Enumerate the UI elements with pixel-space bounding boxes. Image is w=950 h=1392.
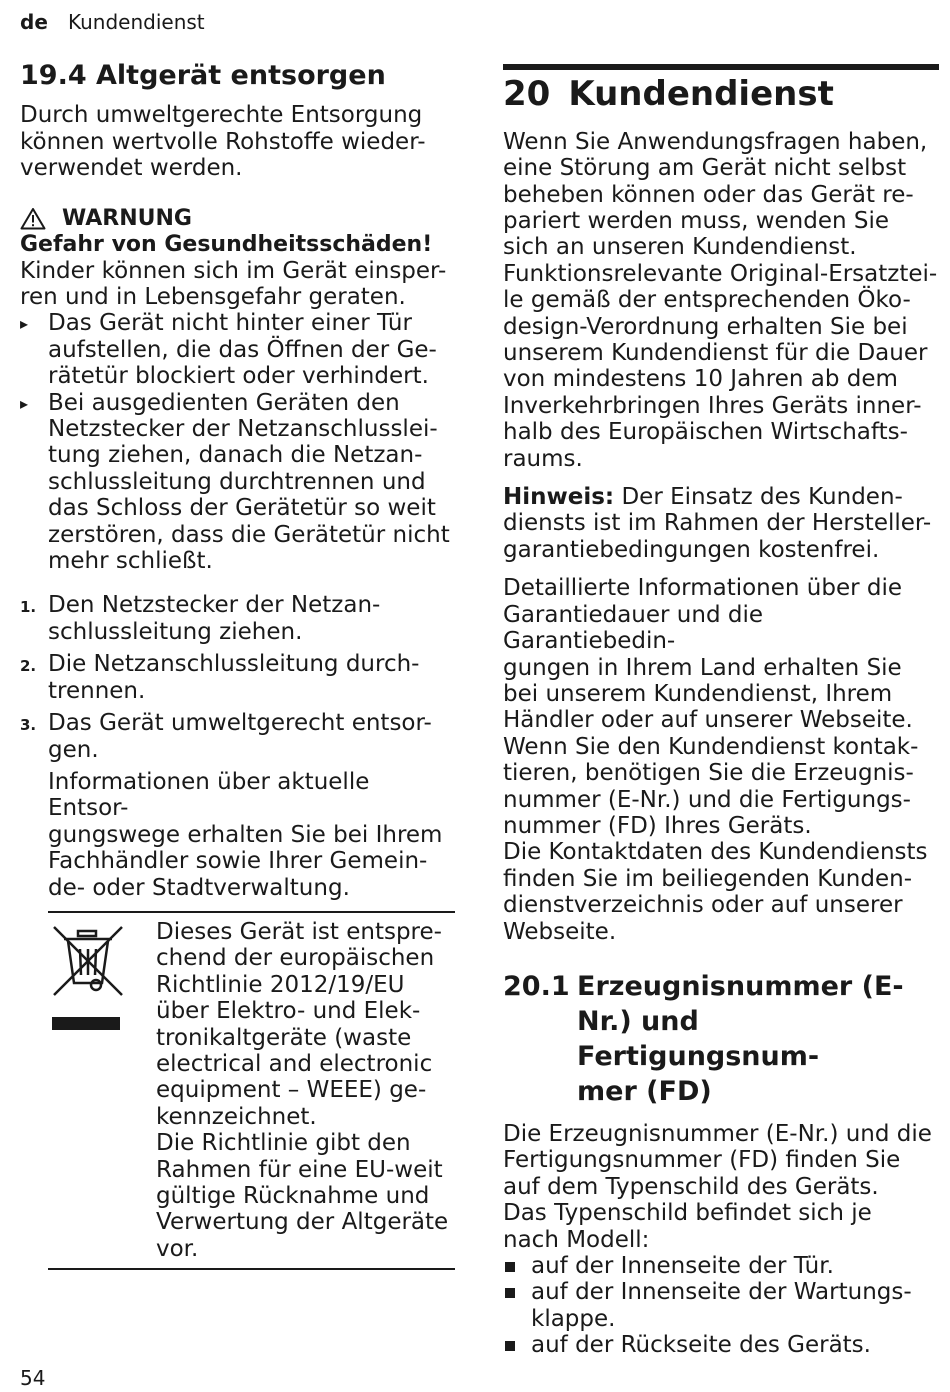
line: Der Einsatz des Kunden- [614,484,903,511]
line: tieren, benötigen Sie die Erzeugnis- [503,760,914,787]
left-column [20,60,455,1270]
warranty-paragraph [503,575,939,945]
line: mehr schließt. [48,548,213,575]
line: dienstverzeichnis oder auf unserer [503,892,903,919]
line: Nr.) und Fertigungsnum- [577,1005,820,1072]
location-item [503,1253,939,1279]
step-number: 3. [20,716,37,735]
step-item [20,710,455,763]
line: über Elektro- und Elek- [156,998,421,1025]
line: tronikaltgeräte (waste [156,1024,412,1051]
line: klappe. [531,1305,616,1332]
line: eine Störung am Gerät nicht selbst [503,155,907,182]
line: tung ziehen, danach die Netzan- [48,442,423,469]
line: Funktionsrelevante Original-Ersatztei- [503,260,938,287]
line: Rahmen für eine EU-weit [156,1156,443,1183]
line: auf der Innenseite der Tür. [531,1253,834,1280]
step-number: 2. [20,657,37,676]
line: Richtlinie 2012/19/EU [156,971,405,998]
warning-label: WARNUNG [62,205,192,231]
line: unserem Kundendienst für die Dauer [503,340,928,367]
warning-text-line: Kinder können sich im Gerät einsper- [20,257,447,284]
line: gungen in Ihrem Land erhalten Sie [503,654,902,681]
warning-header [20,206,455,232]
step-item [20,651,455,704]
line: schlussleitung durchtrennen und [48,468,426,495]
warning-title: Gefahr von Gesundheitsschäden! [20,231,433,257]
chapter-number: 20 [503,74,551,114]
line: Fertigungsnummer (FD) finden Sie [503,1147,901,1174]
note-label: Hinweis: [503,484,615,511]
section-title [577,969,939,1109]
line: Wenn Sie den Kundendienst kontak- [503,733,919,760]
line: mer (FD) [577,1075,712,1107]
line: Garantiedauer und die Garantiebedin- [503,601,763,655]
weee-box [48,911,455,1270]
location-item [503,1279,939,1332]
line: beheben können oder das Gerät re- [503,181,914,208]
line: auf dem Typenschild des Geräts. [503,1173,879,1200]
line: gen. [48,736,99,763]
disposal-info [20,769,455,901]
line: Detaillierte Informationen über die [503,575,903,602]
note-paragraph [503,484,939,563]
line: Wenn Sie Anwendungsfragen haben, [503,128,928,155]
line: finden Sie im beiliegenden Kunden- [503,865,913,892]
line: Das Gerät umweltgerecht entsor- [48,710,432,737]
line: auf der Rückseite des Geräts. [531,1332,871,1359]
line: schlussleitung ziehen. [48,618,303,645]
line: Die Erzeugnisnummer (E-Nr.) und die [503,1120,932,1147]
service-paragraph [503,129,939,472]
section-heading-19-4: 19.4 Altgerät entsorgen [20,60,386,91]
location-item [503,1332,939,1358]
intro-paragraph [20,102,455,181]
step-item [20,592,455,645]
warning-text-line: ren und in Lebensgefahr geraten. [20,284,406,311]
weee-text [156,919,455,1262]
line: diensts ist im Rahmen der Hersteller- [503,510,932,537]
right-column [503,64,939,1359]
line: zerstören, dass die Gerätetür nicht [48,521,450,548]
warning-text [20,258,455,311]
line: nummer (E-Nr.) und die Fertigungs- [503,786,911,813]
line: von mindestens 10 Jahren ab dem [503,366,898,393]
line: Netzstecker der Netzanschlusslei- [48,416,438,443]
line: Webseite. [503,918,617,945]
intro-line: Durch umweltgerechte Entsorgung [20,102,423,129]
line: Fachhändler sowie Ihrer Gemein- [48,848,428,875]
line: le gemäß der entsprechenden Öko- [503,287,911,314]
line: Händler oder auf unserer Webseite. [503,707,913,734]
page-number: 54 [20,1366,46,1390]
line: de- oder Stadtverwaltung. [48,874,350,901]
step-number: 1. [20,598,37,617]
line: Die Kontaktdaten des Kundendiensts [503,839,928,866]
line: Bei ausgedienten Geräten den [48,389,400,416]
line: halb des Europäischen Wirtschafts- [503,419,908,446]
line: aufstellen, die das Öffnen der Ge- [48,336,437,363]
line: sich an unseren Kundendienst. [503,234,857,261]
chapter-title: Kundendienst [568,74,834,114]
warning-instruction-item [20,310,455,389]
header-section-title: Kundendienst [68,10,205,34]
rating-plate-paragraph [503,1121,939,1253]
line: garantiebedingungen kostenfrei. [503,536,880,563]
line: Verwertung der Altgeräte [156,1209,449,1236]
section-heading-20-1 [503,969,939,1109]
language-code: de [20,10,48,34]
intro-line: können wertvolle Rohstoffe wieder- [20,128,426,155]
line: rätetür blockiert oder verhindert. [48,363,429,390]
chapter-heading [503,74,939,115]
line: nummer (FD) Ihres Geräts. [503,812,812,839]
line: gültige Rücknahme und [156,1183,430,1210]
weee-crossed-bin-icon [48,919,156,1262]
warning-instruction-item [20,390,455,575]
disposal-steps [20,592,455,762]
line: chend der europäischen [156,945,435,972]
line: nach Modell: [503,1226,650,1253]
line: equipment – WEEE) ge- [156,1077,427,1104]
line: auf der Innenseite der Wartungs- [531,1279,912,1306]
warning-instructions [20,310,455,574]
rating-plate-locations [503,1253,939,1359]
line: vor. [156,1235,199,1262]
section-number: 20.1 [503,970,570,1002]
line: raums. [503,445,583,472]
line: trennen. [48,677,146,704]
line: pariert werden muss, wenden Sie [503,208,890,235]
line: kennzeichnet. [156,1103,317,1130]
line: bei unserem Kundendienst, Ihrem [503,680,893,707]
line: Das Gerät nicht hinter einer Tür [48,310,412,337]
chapter-rule [503,64,939,70]
line: Die Richtlinie gibt den [156,1130,411,1157]
line: Die Netzanschlussleitung durch- [48,651,420,678]
line: Das Typenschild befindet sich je [503,1200,872,1227]
line: Den Netzstecker der Netzan- [48,592,381,619]
line: Erzeugnisnummer (E- [577,970,904,1002]
warning-triangle-icon [20,207,46,230]
line: Inverkehrbringen Ihres Geräts inner- [503,392,922,419]
line: Dieses Gerät ist entspre- [156,918,442,945]
line: design-Verordnung erhalten Sie bei [503,313,908,340]
line: das Schloss der Gerätetür so weit [48,495,436,522]
line: Informationen über aktuelle Entsor- [48,768,370,822]
line: electrical and electronic [156,1050,433,1077]
line: gungswege erhalten Sie bei Ihrem [48,821,443,848]
intro-line: verwendet werden. [20,155,243,182]
